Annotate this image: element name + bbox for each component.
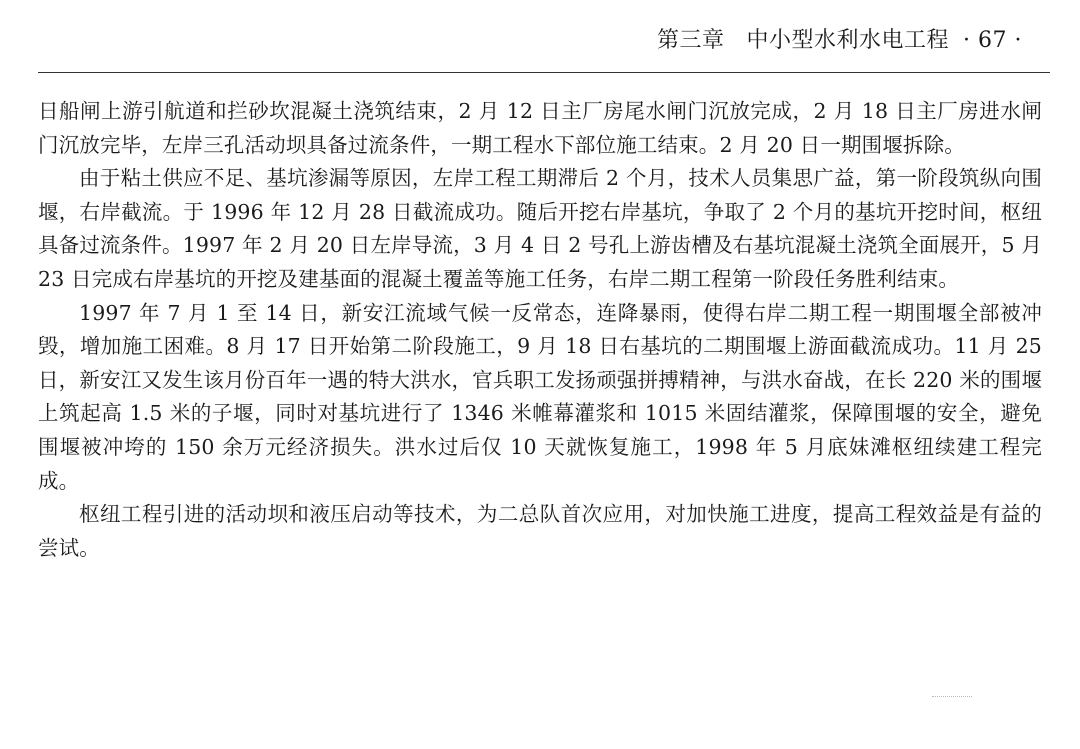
- paragraph-continuation: 日船闸上游引航道和拦砂坎混凝土浇筑结束，2 月 12 日主厂房尾水闸门沉放完成，2 月 18 日主厂房进水闸门沉放完毕，左岸三孔活动坝具备过流条件，一期工程水下部位施工结束。2 月 20 日一期围堰拆除。: [38, 99, 1042, 157]
- header-divider: [38, 72, 1050, 73]
- body-text: [38, 95, 1042, 565]
- page-number: · 67 ·: [963, 28, 1022, 53]
- chapter-label: 第三章: [657, 28, 725, 53]
- paragraph-conclusion: 枢纽工程引进的活动坝和液压启动等技术，为二总队首次应用，对加快施工进度，提高工程效益是有益的尝试。: [38, 502, 1042, 560]
- scan-artifact: [932, 696, 972, 697]
- running-header: [657, 26, 1022, 56]
- paragraph-flood-1997: 1997 年 7 月 1 至 14 日，新安江流域气候一反常态，连降暴雨，使得右岸二期工程一期围堰全部被冲毁，增加施工困难。8 月 17 日开始第二阶段施工，9 月 18 日右基坑的二期围堰上游面截流成功。11 月 25 日，新安江又发生该月份百年一遇的特大洪水，官兵职工发扬顽强拼搏精神，与洪水奋战，在长 220 米的围堰上筑起高 1.5 米的子堰，同时对基坑进行了 1346 米帷幕灌浆和 1015 米固结灌浆，保障围堰的安全，避免围堰被冲垮的 150 余万元经济损失。洪水过后仅 10 天就恢复施工，1998 年 5 月底妹滩枢纽续建工程完成。: [38, 300, 1042, 493]
- paragraph-clay-supply: 由于粘土供应不足、基坑渗漏等原因，左岸工程工期滞后 2 个月，技术人员集思广益，第一阶段筑纵向围堰，右岸截流。于 1996 年 12 月 28 日截流成功。随后开挖右岸基坑，争取了 2 个月的基坑开挖时间，枢纽具备过流条件。1997 年 2 月 20 日左岸导流，3 月 4 日 2 号孔上游齿槽及右基坑混凝土浇筑全面展开，5 月 23 日完成右岸基坑的开挖及建基面的混凝土覆盖等施工任务，右岸二期工程第一阶段任务胜利结束。: [38, 166, 1042, 291]
- chapter-title: 中小型水利水电工程: [746, 28, 950, 53]
